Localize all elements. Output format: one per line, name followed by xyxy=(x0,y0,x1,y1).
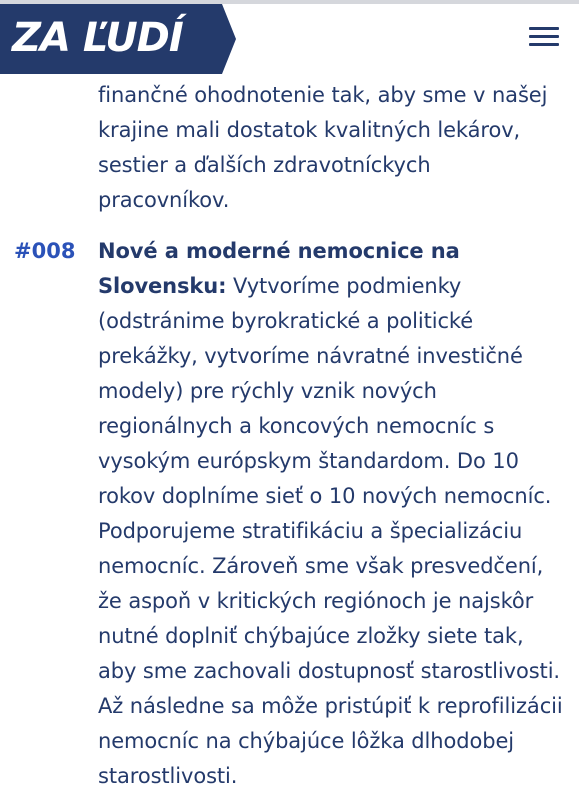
site-logo[interactable] xyxy=(0,4,236,74)
menu-bar xyxy=(529,35,559,38)
menu-bar xyxy=(529,27,559,30)
item-paragraph xyxy=(98,234,568,794)
menu-bar xyxy=(529,43,559,46)
previous-item-text: finančné ohodnotenie tak, aby sme v našej krajine mali dostatok kvalitných lekárov, sestier a ďalších zdravotníckych pracovníkov. xyxy=(98,83,548,212)
hamburger-menu-icon[interactable] xyxy=(529,25,559,47)
item-body-text: Vytvoríme podmienky (odstránime byrokratické a politické prekážky, vytvoríme návratné investičné modely) pre rýchly vznik nových regionálnych a koncových nemocníc s vysokým európskym štandardom. Do 10 rokov doplníme sieť o 10 nových nemocníc. Podporujeme stratifikáciu a špecializáciu nemocníc. Zároveň sme však presvedčení, že aspoň v kritických regiónoch je najskôr nutné doplniť chýbajúce zložky siete tak, aby sme zachovali dostupnosť starostlivosti. Až následne sa môže pristúpiť k reprofilizácii nemocníc na chýbajúce lôžka dlhodobej starostlivosti. xyxy=(98,274,563,788)
site-header xyxy=(0,4,579,74)
item-number: #008 xyxy=(14,239,76,263)
item-title: Nové a moderné nemocnice na Slovensku: xyxy=(98,239,460,298)
logo-text: ZA ĽUDÍ xyxy=(12,15,183,61)
